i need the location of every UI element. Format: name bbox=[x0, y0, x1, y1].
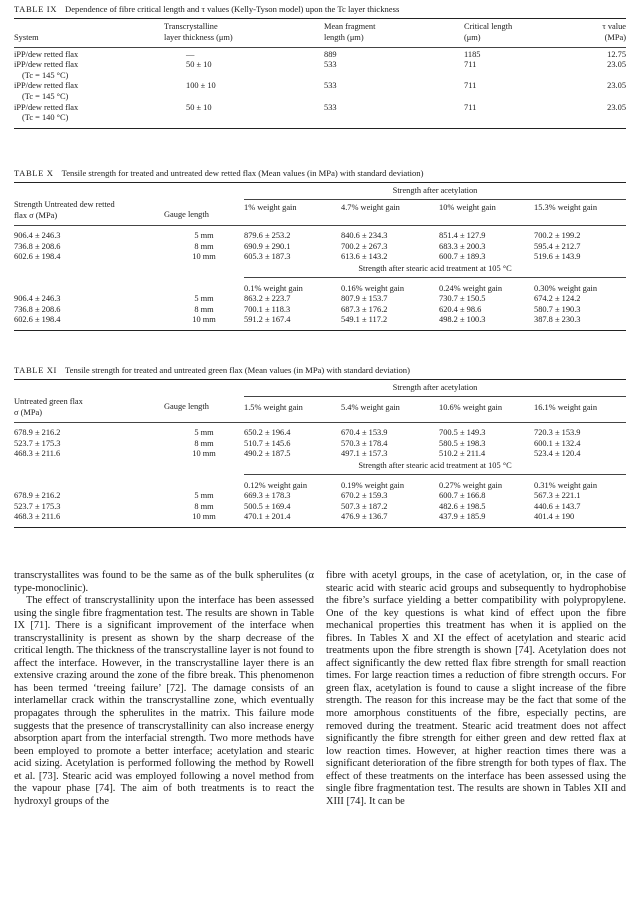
col-header-tau-unit: (MPa) bbox=[604, 32, 626, 42]
paragraph: The effect of transcrystallinity upon the interface has been assessed using the single fibre fragmentation test. The results are shown in Table IX [71]. There is a significant improvement of the interface when transcrystallinity is present as shown by the sharp decrease of the critical length. The thickness of the transcrystalline layer is not found to affect the interface. However, in the transcrystalline layer there is an extensive crazing around the zone of the fibre break. This phenomenon has been termed ‘treeing failure’ [72]. The damage consists of an interlamellar crack within the transcrystalline zone, which eventually propagates through the spherulites in the matrix. This failure mode suggests that the presence of transcrystallinity can also increase energy absorption apart from the interfacial strength. Two more methods have been employed to promote a better interface; acetylation and stearic acid sizing. Acetylation is performed following the method by Rowell et al. [73]. Stearic acid was employed following a novel method from the vapour phase [74]. The aim of both treatments is to react the hydroxyl groups of the bbox=[14, 595, 314, 807]
cell-untreated: 736.8 ± 208.6 bbox=[14, 304, 61, 314]
cell-value: 490.2 ± 187.5 bbox=[244, 449, 291, 459]
col-header-weight-gain: 0.19% weight gain bbox=[341, 480, 405, 490]
col-header-weight-gain: 10.6% weight gain bbox=[439, 402, 503, 412]
table-row bbox=[14, 512, 626, 523]
table-11 bbox=[14, 365, 626, 528]
cell-value: 519.6 ± 143.9 bbox=[534, 252, 581, 262]
cell-untreated: 523.7 ± 175.3 bbox=[14, 501, 61, 511]
cell-tau: 23.05 bbox=[607, 81, 626, 91]
col-header-weight-gain: 0.12% weight gain bbox=[244, 480, 308, 490]
table-9-top-rule bbox=[14, 18, 626, 19]
table-10-bottom-rule bbox=[14, 330, 626, 331]
cell-value: 591.2 ± 167.4 bbox=[244, 315, 291, 325]
table-11-bottom-rule bbox=[14, 527, 626, 528]
cell-value: 510.7 ± 145.6 bbox=[244, 438, 291, 448]
cell-value: 669.3 ± 178.3 bbox=[244, 491, 291, 501]
col-header-weight-gain: 4.7% weight gain bbox=[341, 202, 400, 212]
cell-value: 507.3 ± 187.2 bbox=[341, 501, 388, 511]
cell-untreated: 468.3 ± 211.6 bbox=[14, 512, 61, 522]
table-9-head-rule bbox=[14, 47, 626, 48]
cell-value: 840.6 ± 234.3 bbox=[341, 231, 388, 241]
cell-thickness: — bbox=[186, 49, 195, 59]
col-header-weight-gain: 1% weight gain bbox=[244, 202, 297, 212]
col-header-weight-gain: 1.5% weight gain bbox=[244, 402, 303, 412]
cell-gauge: 8 mm bbox=[194, 438, 214, 448]
col-header-weight-gain: 0.16% weight gain bbox=[341, 283, 405, 293]
cell-critical: 711 bbox=[464, 81, 477, 91]
col-header-fragment: Mean fragment bbox=[324, 22, 376, 31]
col-header-weight-gain: 0.30% weight gain bbox=[534, 283, 598, 293]
cell-value: 650.2 ± 196.4 bbox=[244, 428, 291, 438]
acetylation-group-header: Strength after acetylation bbox=[244, 186, 626, 199]
cell-value: 580.7 ± 190.3 bbox=[534, 304, 581, 314]
cell-gauge: 5 mm bbox=[194, 231, 214, 241]
table-row bbox=[14, 439, 626, 450]
cell-value: 670.4 ± 153.9 bbox=[341, 428, 388, 438]
table-9-label: TABLE IX bbox=[14, 4, 58, 14]
cell-value: 670.2 ± 159.3 bbox=[341, 491, 388, 501]
cell-gauge: 8 mm bbox=[194, 501, 214, 511]
cell-gauge: 10 mm bbox=[192, 512, 216, 522]
table-9-body bbox=[14, 50, 626, 124]
table-row bbox=[14, 305, 626, 316]
cell-untreated: 602.6 ± 198.4 bbox=[14, 252, 61, 262]
cell-fragment: 533 bbox=[324, 60, 337, 70]
cell-untreated: 736.8 ± 208.6 bbox=[14, 241, 61, 251]
table-9-caption-text: Dependence of fibre critical length and τ values (Kelly-Tyson model) upon the Tc layer thickness bbox=[65, 4, 400, 14]
cell-system: iPP/dew retted flax bbox=[14, 81, 79, 91]
cell-fragment: 889 bbox=[324, 49, 337, 59]
cell-untreated: 468.3 ± 211.6 bbox=[14, 449, 61, 459]
cell-value: 700.2 ± 267.3 bbox=[341, 241, 388, 251]
table-row bbox=[14, 103, 626, 124]
cell-value: 620.4 ± 98.6 bbox=[439, 304, 482, 314]
col-header-weight-gain: 0.24% weight gain bbox=[439, 283, 503, 293]
table-11-caption-text: Tensile strength for treated and untreated green flax (Mean values (in MPa) with standard deviation) bbox=[65, 365, 410, 375]
cell-value: 605.3 ± 187.3 bbox=[244, 252, 291, 262]
table-11-label: TABLE XI bbox=[14, 365, 58, 375]
col-header-thickness: Transcrystalline bbox=[164, 22, 218, 31]
cell-untreated: 602.6 ± 198.4 bbox=[14, 315, 61, 325]
table-row bbox=[14, 423, 626, 439]
col-header-fragment-unit: length (μm) bbox=[324, 32, 364, 42]
col-header-weight-gain: 0.1% weight gain bbox=[244, 283, 303, 293]
stearic-group-header: Strength after stearic acid treatment at 105 °C bbox=[244, 263, 626, 277]
cell-thickness: 50 ± 10 bbox=[186, 102, 212, 112]
cell-critical: 711 bbox=[464, 60, 477, 70]
cell-untreated: 678.9 ± 216.2 bbox=[14, 428, 61, 438]
col-header-untreated-unit: σ (MPa) bbox=[14, 407, 43, 417]
cell-fragment: 533 bbox=[324, 102, 337, 112]
col-header-gauge: Gauge length bbox=[164, 402, 209, 412]
cell-gauge: 10 mm bbox=[192, 315, 216, 325]
table-row bbox=[14, 491, 626, 502]
cell-value: 879.6 ± 253.2 bbox=[244, 231, 291, 241]
cell-fragment: 533 bbox=[324, 81, 337, 91]
cell-value: 476.9 ± 136.7 bbox=[341, 512, 388, 522]
cell-critical: 711 bbox=[464, 102, 477, 112]
table-row bbox=[14, 60, 626, 81]
cell-value: 683.3 ± 200.3 bbox=[439, 241, 486, 251]
cell-value: 700.1 ± 118.3 bbox=[244, 304, 291, 314]
col-header-weight-gain: 15.3% weight gain bbox=[534, 202, 598, 212]
cell-untreated: 906.4 ± 246.3 bbox=[14, 294, 61, 304]
cell-value: 700.2 ± 199.2 bbox=[534, 231, 581, 241]
cell-value: 482.6 ± 198.5 bbox=[439, 501, 486, 511]
cell-thickness: 50 ± 10 bbox=[186, 60, 212, 70]
cell-gauge: 8 mm bbox=[194, 241, 214, 251]
cell-value: 700.5 ± 149.3 bbox=[439, 428, 486, 438]
cell-value: 549.1 ± 117.2 bbox=[341, 315, 388, 325]
cell-system-condition: (Tc = 145 °C) bbox=[22, 70, 69, 80]
cell-value: 600.7 ± 166.8 bbox=[439, 491, 486, 501]
table-row bbox=[14, 294, 626, 305]
cell-value: 387.8 ± 230.3 bbox=[534, 315, 581, 325]
cell-system: iPP/dew retted flax bbox=[14, 60, 79, 70]
cell-value: 497.1 ± 157.3 bbox=[341, 449, 388, 459]
body-column-left bbox=[14, 570, 314, 808]
cell-value: 690.9 ± 290.1 bbox=[244, 241, 291, 251]
table-9-header bbox=[14, 22, 626, 44]
body-column-right bbox=[326, 570, 626, 808]
cell-value: 580.5 ± 198.3 bbox=[439, 438, 486, 448]
cell-value: 720.3 ± 153.9 bbox=[534, 428, 581, 438]
paragraph: fibre with acetyl groups, in the case of acetylation, or, in the case of stearic acid with stearic acid groups and subsequently to hydrophobise the fibre’s surface yielding a better compatibility with polypropylene. One of the key questions is what kind of effect upon the fibre mechanical properties this treatment has when it is applied on the fibres. In Tables X and XI the effect of acetylation and stearic acid treatments upon the fibre strength is shown [74]. Acetylation does not affect significantly the dew retted flax fibre strength for small reaction times. For large reaction times a reduction of fibre strength occurs. For green flax, acetylation is found to cause a slight increase of the fibre strength. The reason for this increase may be the fact that some of the more amorphous constituents of the fibre, especially pectins, are removed during the treatment. Stearic acid treatment does not affect significantly the fibre strength for either green and dew retted flax at low reaction times. However, at higher reaction times there was a significant deterioration of the fibre strength for both types of flax. The effect of these treatments on the interface has been assessed using the single fibre fragmentation test. The results are shown in Tables XII and XIII [74]. It can be bbox=[326, 570, 626, 807]
table-11-caption bbox=[14, 365, 626, 376]
table-9 bbox=[14, 4, 626, 129]
table-10-caption bbox=[14, 168, 626, 179]
table-row bbox=[14, 50, 626, 61]
cell-gauge: 10 mm bbox=[192, 252, 216, 262]
acetylation-group-header: Strength after acetylation bbox=[244, 383, 626, 396]
cell-value: 851.4 ± 127.9 bbox=[439, 231, 486, 241]
cell-value: 567.3 ± 221.1 bbox=[534, 491, 581, 501]
col-header-gauge: Gauge length bbox=[164, 210, 209, 220]
cell-tau: 23.05 bbox=[607, 60, 626, 70]
table-10-top-rule bbox=[14, 182, 626, 183]
col-header-weight-gain: 5.4% weight gain bbox=[341, 402, 400, 412]
cell-value: 523.4 ± 120.4 bbox=[534, 449, 581, 459]
table-row bbox=[14, 449, 626, 460]
cell-value: 437.9 ± 185.9 bbox=[439, 512, 486, 522]
col-header-thickness-unit: layer thickness (μm) bbox=[164, 32, 233, 42]
table-11-top-rule bbox=[14, 379, 626, 380]
cell-gauge: 5 mm bbox=[194, 428, 214, 438]
cell-value: 401.4 ± 190 bbox=[534, 512, 575, 522]
cell-tau: 12.75 bbox=[607, 49, 626, 59]
table-row bbox=[14, 226, 626, 242]
paragraph: transcrystallites was found to be the same as of the bulk spherulites (α type-monoclinic). bbox=[14, 570, 314, 594]
col-header-weight-gain: 10% weight gain bbox=[439, 202, 496, 212]
table-row bbox=[14, 242, 626, 253]
cell-tau: 23.05 bbox=[607, 102, 626, 112]
cell-value: 510.2 ± 211.4 bbox=[439, 449, 486, 459]
col-header-critical: Critical length bbox=[464, 22, 513, 31]
table-row bbox=[14, 252, 626, 263]
stearic-group-header: Strength after stearic acid treatment at 105 °C bbox=[244, 460, 626, 474]
table-10-caption-text: Tensile strength for treated and untreated dew retted flax (Mean values (in MPa) with standard deviation) bbox=[61, 168, 424, 178]
col-header-system: System bbox=[14, 33, 39, 42]
table-9-caption bbox=[14, 4, 626, 15]
cell-value: 863.2 ± 223.7 bbox=[244, 294, 291, 304]
table-10-label: TABLE X bbox=[14, 168, 54, 178]
table-row bbox=[14, 81, 626, 102]
col-header-untreated: Strength Untreated dew retted bbox=[14, 200, 115, 210]
cell-system: iPP/dew retted flax bbox=[14, 49, 79, 59]
cell-thickness: 100 ± 10 bbox=[186, 81, 216, 91]
table-row bbox=[14, 502, 626, 513]
table-10-grid bbox=[14, 186, 626, 326]
cell-value: 500.5 ± 169.4 bbox=[244, 501, 291, 511]
cell-value: 674.2 ± 124.2 bbox=[534, 294, 581, 304]
cell-untreated: 906.4 ± 246.3 bbox=[14, 231, 61, 241]
cell-value: 498.2 ± 100.3 bbox=[439, 315, 486, 325]
cell-value: 440.6 ± 143.7 bbox=[534, 501, 581, 511]
col-header-critical-unit: (μm) bbox=[464, 32, 481, 42]
table-row bbox=[14, 315, 626, 326]
cell-gauge: 8 mm bbox=[194, 304, 214, 314]
cell-value: 470.1 ± 201.4 bbox=[244, 512, 291, 522]
cell-value: 613.6 ± 143.2 bbox=[341, 252, 388, 262]
cell-system-condition: (Tc = 140 °C) bbox=[22, 113, 69, 123]
cell-value: 600.1 ± 132.4 bbox=[534, 438, 581, 448]
cell-value: 730.7 ± 150.5 bbox=[439, 294, 486, 304]
cell-value: 687.3 ± 176.2 bbox=[341, 304, 388, 314]
cell-value: 600.7 ± 189.3 bbox=[439, 252, 486, 262]
table-11-grid bbox=[14, 383, 626, 523]
cell-untreated: 523.7 ± 175.3 bbox=[14, 438, 61, 448]
cell-gauge: 5 mm bbox=[194, 294, 214, 304]
col-header-weight-gain: 16.1% weight gain bbox=[534, 402, 598, 412]
cell-gauge: 5 mm bbox=[194, 491, 214, 501]
cell-gauge: 10 mm bbox=[192, 449, 216, 459]
cell-untreated: 678.9 ± 216.2 bbox=[14, 491, 61, 501]
cell-system: iPP/dew retted flax bbox=[14, 102, 79, 112]
col-header-tau: τ value bbox=[602, 22, 626, 31]
col-header-untreated-unit: flax σ (MPa) bbox=[14, 210, 58, 220]
table-9-bottom-rule bbox=[14, 128, 626, 129]
cell-value: 570.3 ± 178.4 bbox=[341, 438, 388, 448]
cell-value: 807.9 ± 153.7 bbox=[341, 294, 388, 304]
cell-critical: 1185 bbox=[464, 49, 481, 59]
table-10 bbox=[14, 168, 626, 331]
col-header-weight-gain: 0.27% weight gain bbox=[439, 480, 503, 490]
cell-system-condition: (Tc = 145 °C) bbox=[22, 91, 69, 101]
col-header-weight-gain: 0.31% weight gain bbox=[534, 480, 598, 490]
col-header-untreated: Untreated green flax bbox=[14, 397, 83, 407]
cell-value: 595.4 ± 212.7 bbox=[534, 241, 581, 251]
